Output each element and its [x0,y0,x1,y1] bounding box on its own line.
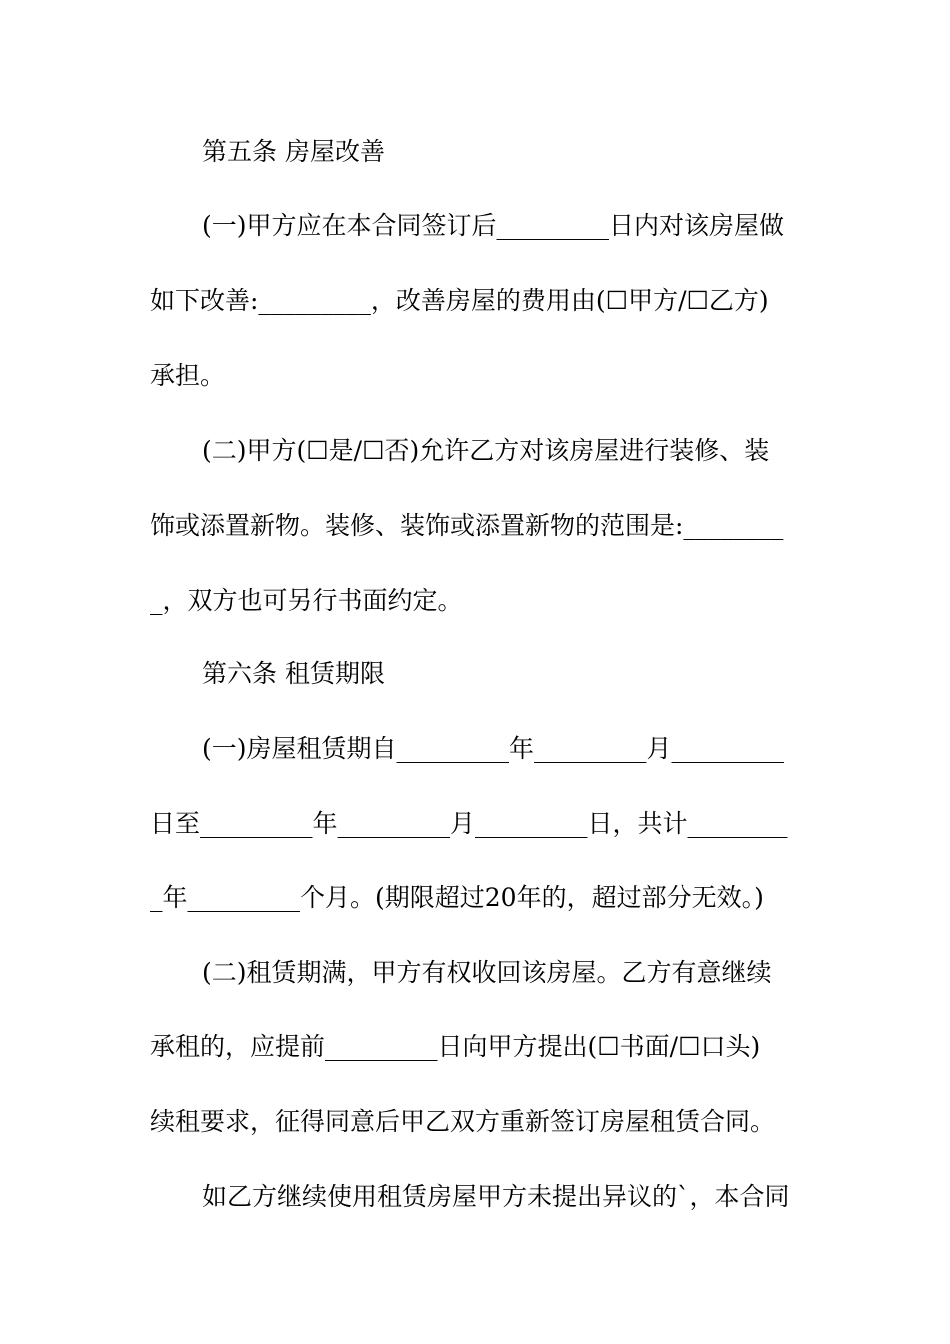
article-6-clause-1-line-3: _年_________个月。(期限超过20年的，超过部分无效。) [150,883,764,912]
article-6-clause-2-line-1: (二)租赁期满，甲方有权收回该房屋。乙方有意继续 [202,958,772,987]
article-6-heading: 第六条 租赁期限 [202,659,385,688]
article-6-clause-2-line-2: 承租的，应提前_________日向甲方提出(☐书面/☐口头) [150,1032,761,1061]
article-5-clause-1-line-3: 承担。 [150,361,226,390]
article-5-clause-2-line-2: 饰或添置新物。装修、装饰或添置新物的范围是:________ [150,511,784,540]
article-6-clause-1-line-2: 日至_________年_________月_________日，共计________ [150,809,788,838]
article-6-clause-3-line-1: 如乙方继续使用租赁房屋甲方未提出异议的`，本合同 [202,1182,790,1211]
article-5-clause-1-line-2: 如下改善:_________，改善房屋的费用由(☐甲方/☐乙方) [150,286,769,315]
article-5-heading: 第五条 房屋改善 [202,137,385,166]
article-5-clause-2-line-1: (二)甲方(☐是/☐否)允许乙方对该房屋进行装修、装 [202,436,770,465]
article-5-clause-1-line-1: (一)甲方应在本合同签订后_________日内对该房屋做 [202,211,785,240]
article-6-clause-2-line-3: 续租要求，征得同意后甲乙双方重新签订房屋租赁合同。 [150,1107,776,1136]
article-5-clause-2-line-3: _，双方也可另行书面约定。 [150,586,463,615]
article-6-clause-1-line-1: (一)房屋租赁期自_________年_________月_________ [202,734,785,763]
